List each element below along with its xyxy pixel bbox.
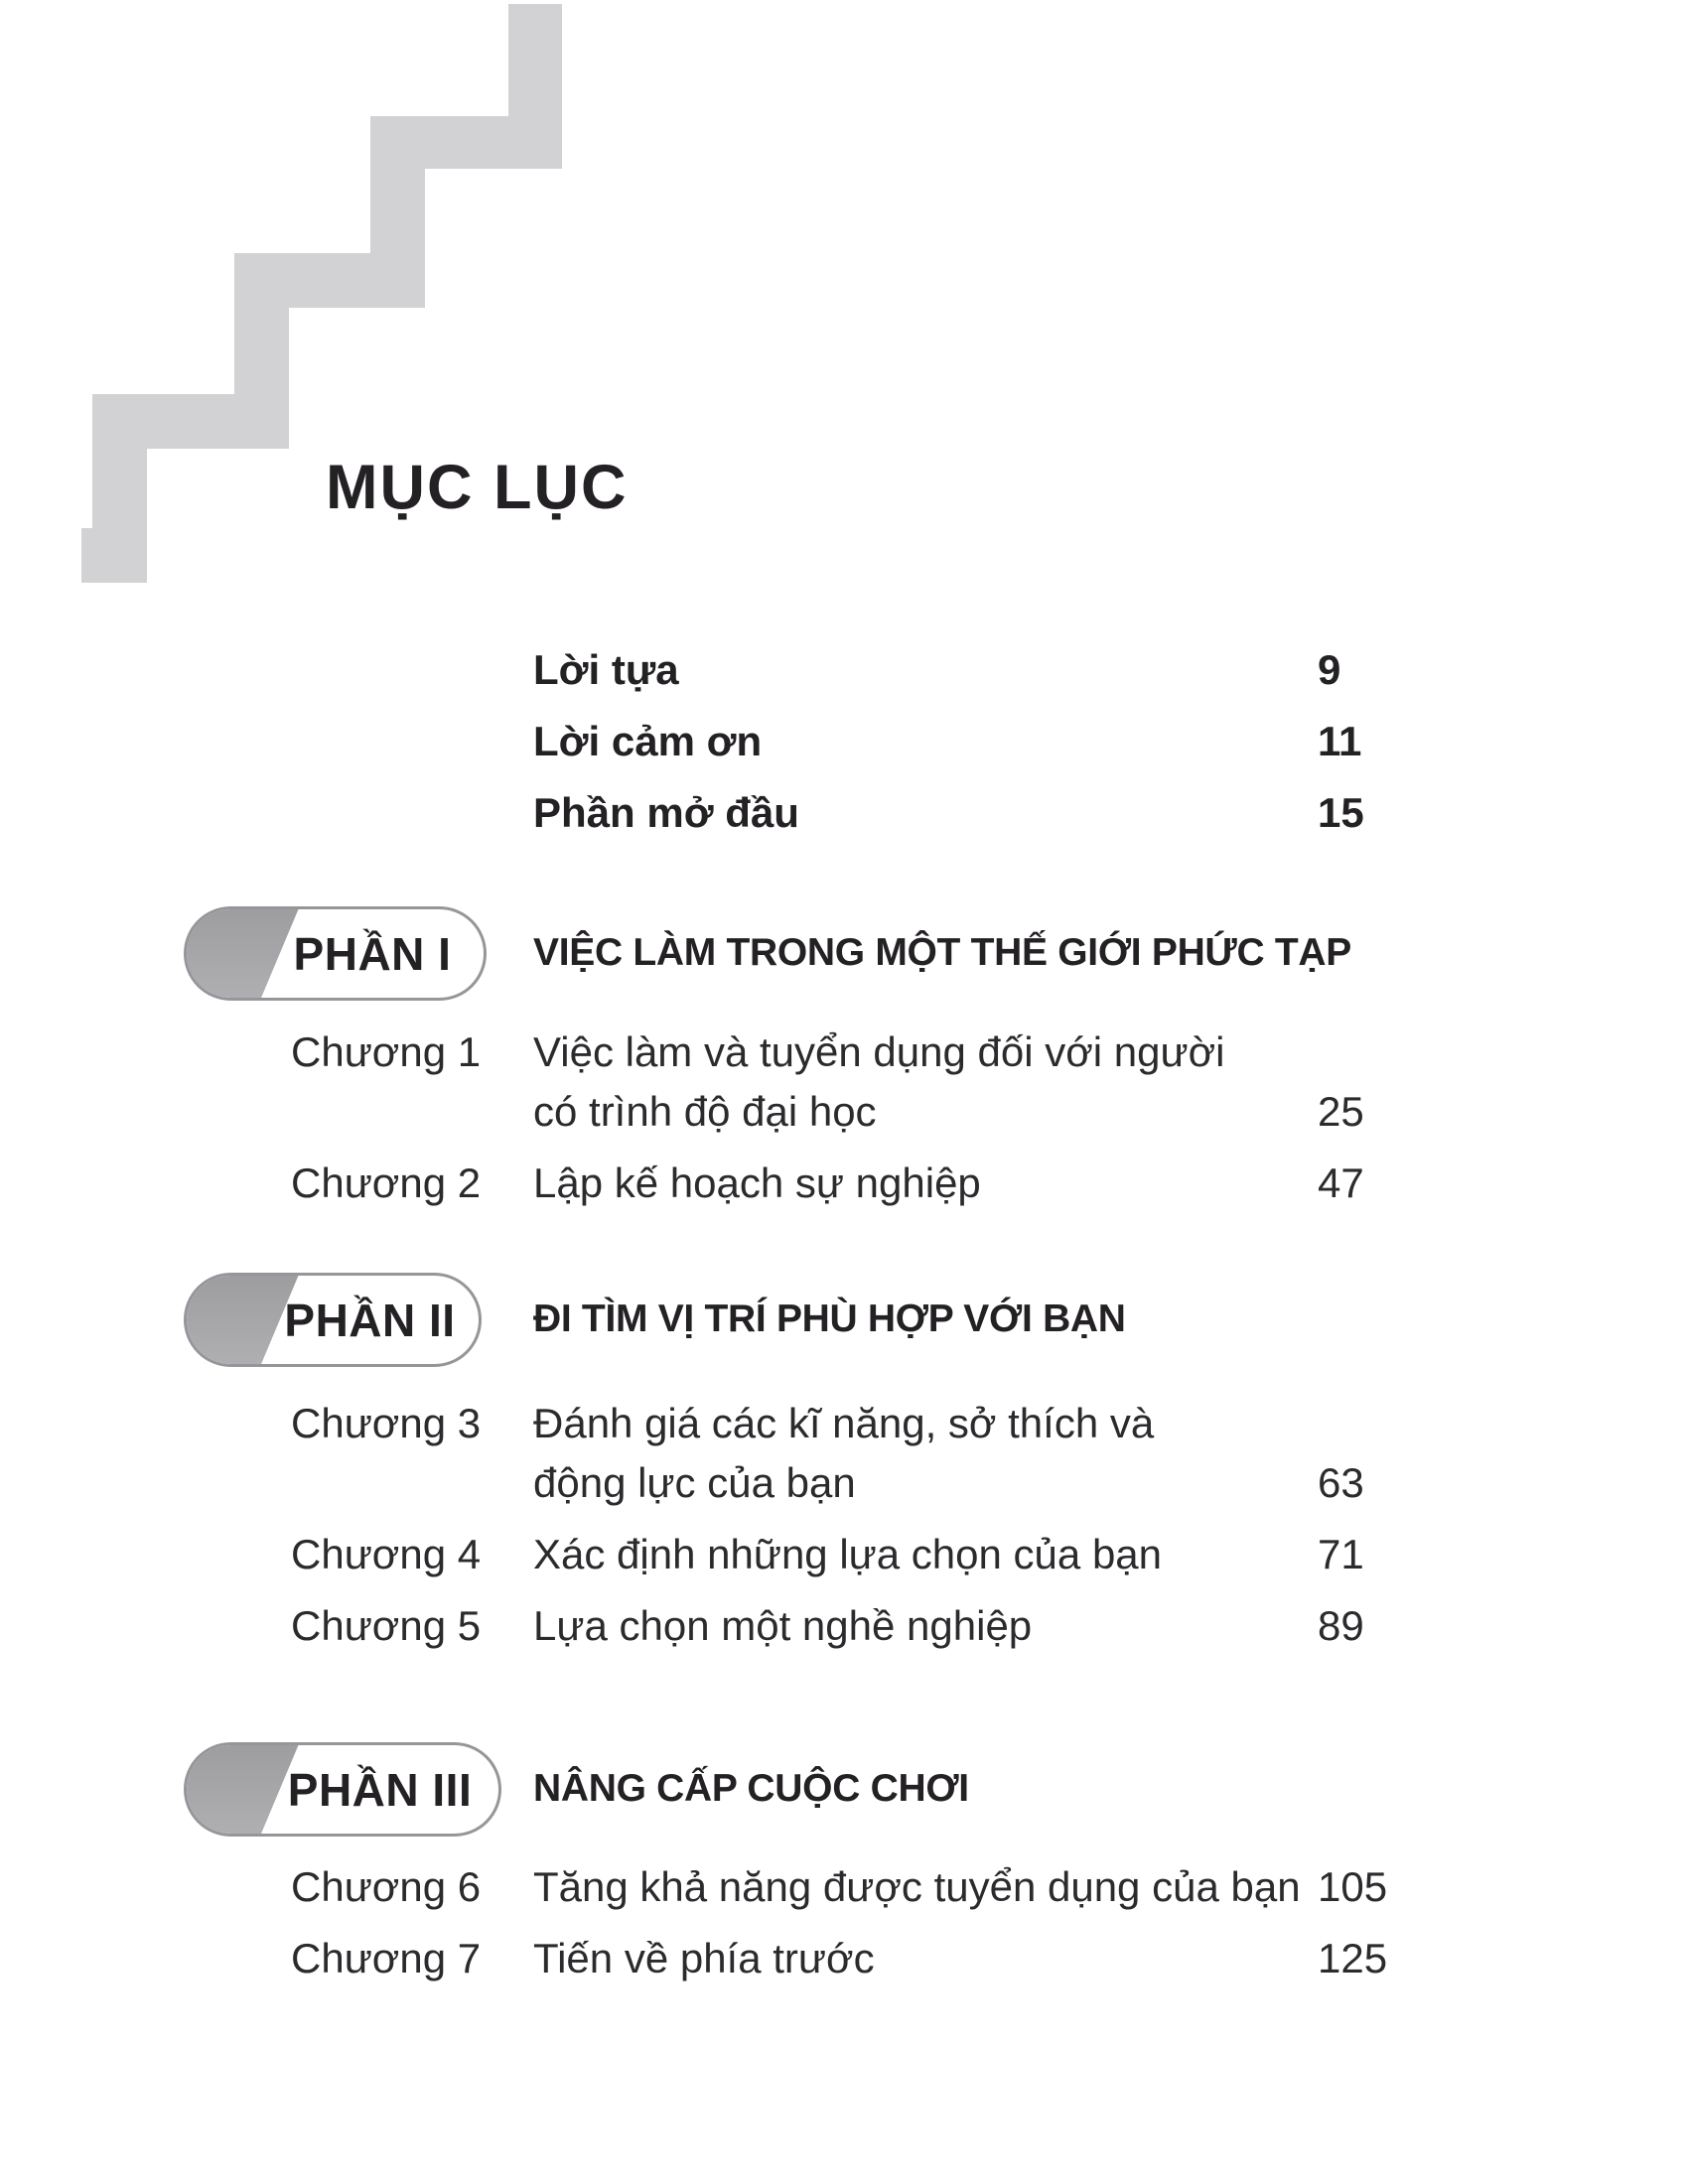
chapter-label: Chương 2 xyxy=(291,1160,482,1206)
section-heading-part-1: VIỆC LÀM TRONG MỘT THẾ GIỚI PHỨC TẠP xyxy=(533,931,1351,974)
section-badge-label: PHẦN II xyxy=(284,1294,456,1346)
chapter-row xyxy=(0,1527,1688,1582)
chapter-page: 25 xyxy=(1318,1088,1364,1135)
front-matter-label: Lời cảm ơn xyxy=(533,718,763,764)
front-matter-page: 11 xyxy=(1318,718,1362,764)
chapter-page: 105 xyxy=(1318,1863,1388,1910)
chapter-title-line2: động lực của bạn xyxy=(533,1459,856,1506)
front-matter-page: 15 xyxy=(1318,789,1364,836)
chapter-title: Tiến về phía trước xyxy=(533,1935,875,1981)
section-badge-part-3 xyxy=(184,1742,501,1837)
chapter-row xyxy=(0,1859,1688,1915)
section-heading-part-2: ĐI TÌM VỊ TRÍ PHÙ HỢP VỚI BẠN xyxy=(533,1297,1126,1340)
chapter-title: Việc làm và tuyển dụng đối với người xyxy=(533,1028,1225,1075)
chapter-page: 89 xyxy=(1318,1602,1364,1649)
chapter-label: Chương 7 xyxy=(291,1935,482,1981)
chapter-label: Chương 5 xyxy=(291,1602,482,1649)
section-badge-label: PHẦN III xyxy=(287,1763,473,1816)
chapter-row xyxy=(0,1024,1688,1080)
section-heading-part-3: NÂNG CẤP CUỘC CHƠI xyxy=(533,1767,969,1810)
section-badge-part-1 xyxy=(184,906,487,1001)
chapter-page: 63 xyxy=(1318,1459,1364,1506)
front-matter-row xyxy=(0,642,1688,698)
chapter-title-line2: có trình độ đại học xyxy=(533,1088,877,1135)
chapter-row-wrap xyxy=(0,1455,1688,1511)
chapter-title: Đánh giá các kĩ năng, sở thích và xyxy=(533,1400,1155,1446)
chapter-row xyxy=(0,1931,1688,1986)
chapter-label: Chương 4 xyxy=(291,1531,482,1577)
chapter-row xyxy=(0,1156,1688,1211)
chapter-page: 71 xyxy=(1318,1531,1364,1577)
section-badge-part-2 xyxy=(184,1273,482,1367)
chapter-page: 47 xyxy=(1318,1160,1364,1206)
front-matter-label: Lời tựa xyxy=(533,646,679,693)
front-matter-row xyxy=(0,785,1688,841)
chapter-title: Xác định những lựa chọn của bạn xyxy=(533,1531,1163,1577)
front-matter-row xyxy=(0,714,1688,769)
front-matter-page: 9 xyxy=(1318,646,1341,693)
chapter-label: Chương 6 xyxy=(291,1863,482,1910)
chapter-row xyxy=(0,1396,1688,1451)
chapter-row xyxy=(0,1598,1688,1654)
staircase-graphic xyxy=(0,0,596,615)
page-title: MỤC LỤC xyxy=(326,453,629,522)
section-badge-label: PHẦN I xyxy=(293,927,452,980)
chapter-row-wrap xyxy=(0,1084,1688,1140)
chapter-title: Lựa chọn một nghề nghiệp xyxy=(533,1602,1033,1649)
chapter-title: Lập kế hoạch sự nghiệp xyxy=(533,1160,981,1206)
chapter-page: 125 xyxy=(1318,1935,1388,1981)
chapter-title: Tăng khả năng được tuyển dụng của bạn xyxy=(533,1863,1301,1910)
chapter-label: Chương 1 xyxy=(291,1028,482,1075)
front-matter-label: Phần mở đầu xyxy=(533,789,799,836)
chapter-label: Chương 3 xyxy=(291,1400,482,1446)
